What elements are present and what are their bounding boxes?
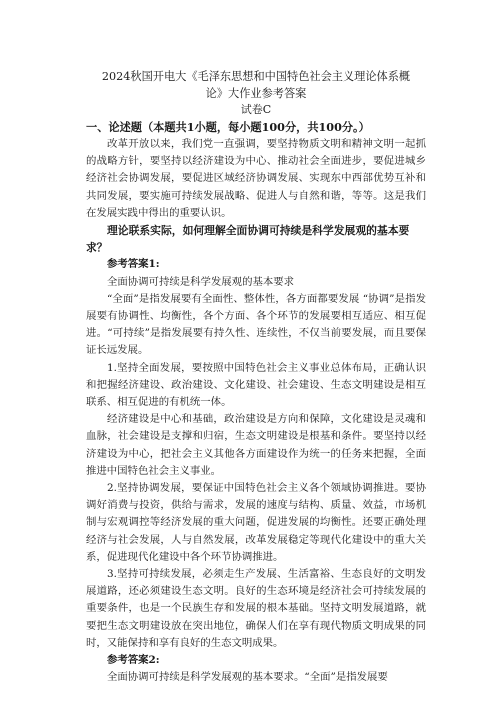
answer-1-paragraph: 1.坚持全面发展，要按照中国特色社会主义事业总体布局，正确认识和把握经济建设、政治建设、文化建设、社会建设、生态文明建设是相互联系、相互促进的有机统一体。 [86, 361, 426, 409]
document-title-line-2: 论》大作业参考答案 [205, 87, 307, 100]
answer-1-paragraph: 3.坚持可持续发展，必须走生产发展、生活富裕、生态良好的文明发展道路，还必须建设生态文明。良好的生态环境是经济社会可持续发展的重要条件，也是一个民族生存和发展的根本基础。坚持文明发展道路，就要把生态文明建设放在突出地位，确保人们在享有现代物质文明成果的同时，又能保持和享有良好的生态文明成果。 [86, 568, 426, 649]
answer-1-paragraph: “全面”是指发展要有全面性、整体性，各方面都要发展 “协调”是指发展要有协调性、均衡性，各个方面、各个环节的发展要相互适应、相互促进。“可持续”是指发展要有持久性、连续性，不仅当前要发展，而且要保证长远发展。 [86, 292, 426, 357]
answer-2-label: 参考答案2: [107, 654, 160, 667]
answer-2-body [86, 669, 426, 686]
answer-1-paragraph: 全面协调可持续是科学发展观的基本要求 [107, 275, 295, 288]
answer-2-paragraph: 全面协调可持续是科学发展观的基本要求。“全面”是指发展要 [107, 671, 388, 684]
paper-code: 试卷C [240, 103, 272, 116]
section-heading: 一、论述题（本题共1小题，每小题100分，共100分。） [86, 120, 370, 134]
answer-1-paragraph: 2.坚持协调发展，要保证中国特色社会主义各个领域协调推进。要协调好消费与投资，供给与需求，发展的速度与结构、质量、效益，市场机制与宏观调控等经济发展的重大问题，促进发展的均衡性。还要正确处理经济与社会发展，人与自然发展，改革发展稳定等现代化建设中的重大关系，促进现代化建设中各个环节协调推进。 [86, 482, 426, 563]
question-text: 理论联系实际，如何理解全面协调可持续是科学发展观的基本要求？ [86, 224, 410, 255]
answer-1-body [86, 274, 426, 652]
intro-paragraph: 改革开放以来，我们党一直强调，要坚持物质文明和精神文明一起抓的战略方针，要坚持以经济建设为中心、推动社会全面进步，要促进城乡经济社会协调发展，要促进区域经济协调发展、实现东中西部优势互补和共同发展，要实施可持续发展战略、促进人与自然和谐，等等。这是我们在发展实践中得出的重要认识。 [86, 138, 426, 219]
answer-1-paragraph: 经济建设是中心和基础，政治建设是方向和保障，文化建设是灵魂和血脉，社会建设是支撑和归宿，生态文明建设是根基和条件。要坚持以经济建设为中心，把社会主义其他各方面建设作为统一的任务来把握，全面推进中国特色社会主义事业。 [86, 413, 426, 477]
answer-1-label: 参考答案1: [107, 258, 160, 271]
document-body [86, 68, 426, 687]
document-title-line-1: 2024秋国开电大《毛泽东思想和中国特色社会主义理论体系概 [101, 70, 411, 83]
